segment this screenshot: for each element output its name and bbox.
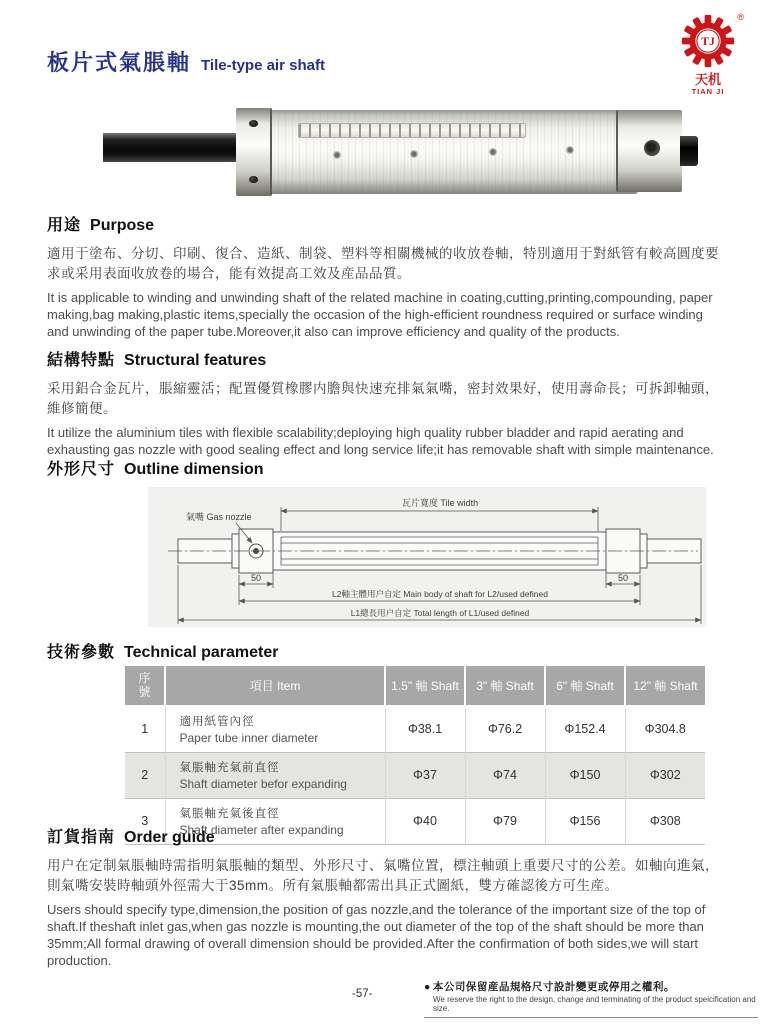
row-value: Φ74 [465, 752, 545, 798]
section-order-guide [47, 824, 721, 969]
order-heading [47, 824, 721, 847]
col-header-shaft-1-5: 1.5" 軸 Shaft [385, 666, 465, 706]
row-no: 2 [125, 752, 165, 798]
row-value: Φ308 [625, 798, 705, 844]
table-row [125, 706, 705, 752]
row-value: Φ40 [385, 798, 465, 844]
col-header-item: 項目 Item [165, 666, 385, 706]
row-value: Φ152.4 [545, 706, 625, 752]
section-structural-features [47, 347, 721, 458]
footer-note-zh-text: 本公司保留産品規格尺寸設計變更或停用之權利。 [432, 981, 675, 993]
footer-note-zh [424, 979, 758, 994]
row-value: Φ37 [385, 752, 465, 798]
footer-note [424, 979, 758, 1018]
tile-slot [298, 123, 526, 138]
purpose-text-en: It is applicable to winding and unwinding shaft of the related machine in coating,cutting,printing,compounding, paper making,bag making,plastic items,specially the occasion of the high-efficient roundness required or surface winding and unwinding of the paper tube.Moreover,it also can improve efficiency and quality of the products. [47, 289, 713, 339]
col-header-shaft-3: 3" 軸 Shaft [465, 666, 545, 706]
col-header-shaft-12: 12" 軸 Shaft [625, 666, 705, 706]
purpose-heading-zh: 用途 [47, 217, 82, 234]
gas-nozzle [680, 136, 698, 166]
structural-text-en: It utilize the aluminium tiles with flexible scalability;deploying high quality rubber bladder and rapid aerating and exhausting gas nozzle with good sealing effect and long service life;it has removable shaft with simple maintenance. [47, 424, 714, 457]
page-title-zh: 板片式氣脹軸 [47, 50, 192, 75]
technical-heading [47, 639, 721, 662]
l2-dim-label: L2軸主體用户自定 Main body of shaft for L2/used defined [332, 589, 548, 599]
purpose-heading [47, 212, 721, 235]
row-item-en: Shaft diameter after expanding [179, 823, 344, 837]
table-header-row [125, 666, 705, 706]
row-value: Φ304.8 [625, 706, 705, 752]
row-item-en: Paper tube inner diameter [179, 731, 319, 746]
section-purpose [47, 212, 721, 340]
structural-heading [47, 347, 721, 370]
row-no: 1 [125, 706, 165, 752]
bullet-icon: ● [424, 981, 431, 993]
screw-icon [410, 150, 418, 158]
section-outline-dimension [47, 456, 721, 488]
l1-dim-label: L1總長用户自定 Total length of L1/used defined [350, 608, 530, 618]
registered-mark: ® [737, 12, 744, 22]
row-no: 3 [125, 798, 165, 844]
outline-heading-zh: 外形尺寸 [47, 461, 116, 478]
dim-50-left-label: 50 [250, 573, 262, 583]
logo-name-en: TIAN JI [691, 87, 725, 97]
outline-heading-en: Outline dimension [124, 461, 264, 478]
page-title-en: Tile-type air shaft [201, 57, 325, 74]
structural-heading-en: Structural features [124, 352, 267, 369]
dim-50-right-label: 50 [617, 573, 629, 583]
purpose-heading-en: Purpose [90, 217, 155, 234]
purpose-text-zh: 適用于塗布、分切、印刷、復合、造紙、制袋、塑料等相關機械的收放卷軸，特別適用于對紙管有較高圓度要求或采用表面收放卷的場合，能有效提高工效及産品品質。 [47, 246, 719, 282]
logo-monogram: TJ [701, 34, 715, 49]
screw-icon [489, 148, 497, 156]
order-heading-zh: 訂貨指南 [47, 829, 116, 846]
table-row [125, 752, 705, 798]
order-text-zh: 用户在定制氣脹軸時需指明氣脹軸的類型、外形尺寸、氣嘴位置，標注軸頭上重要尺寸的公差。如軸向進氣，則氣嘴安裝時軸頭外徑需大于35mm。所有氣脹軸都需出具正式圖紙，雙方確認後方可生産。 [47, 858, 719, 894]
row-value: Φ79 [465, 798, 545, 844]
screw-icon [249, 120, 258, 127]
row-value: Φ302 [625, 752, 705, 798]
tile-width-label: 瓦片寬度 Tile width [401, 498, 479, 508]
row-value: Φ76.2 [465, 706, 545, 752]
col-header-shaft-6: 6" 軸 Shaft [545, 666, 625, 706]
structural-heading-zh: 結構特點 [47, 352, 116, 369]
product-photo [0, 0, 765, 215]
row-item [165, 752, 385, 798]
row-value: Φ150 [545, 752, 625, 798]
logo-name-zh: 天机 [694, 72, 721, 87]
gas-nozzle-label: 氣嘴 Gas nozzle [186, 512, 252, 522]
outline-heading [47, 456, 721, 479]
order-heading-en: Order guide [124, 829, 215, 846]
screw-icon [249, 176, 258, 183]
order-text-en: Users should specify type,dimension,the position of gas nozzle,and the tolerance of the important size of the top of shaft.If theshaft inlet gas,when gas nozzle is mounting,the out diameter of the top of the shaft should be more than 35mm;All formal drawing of overall dimension should be provided.After the confirmation of both sides,we will start production. [47, 901, 706, 968]
shaft-left-cap [236, 108, 272, 196]
row-item [165, 706, 385, 752]
row-item-zh: 適用紙管內徑 [179, 716, 255, 729]
screw-icon [566, 146, 574, 154]
technical-heading-zh: 技術參數 [47, 644, 116, 661]
technical-parameter-table [125, 666, 705, 845]
row-item-zh: 氣脹軸充氣前直徑 [179, 762, 280, 774]
row-value: Φ38.1 [385, 706, 465, 752]
footer-note-en: We reserve the right to the design, change and terminating of the product speicification and size. [433, 995, 756, 1013]
col-header-no: 序號 [125, 666, 165, 706]
screw-hole-icon [644, 140, 660, 156]
row-item-en: Shaft diameter befor expanding [179, 777, 347, 791]
structural-text-zh: 采用鋁合金瓦片，脹縮靈活；配置優質橡膠内膽與快速充排氣氣嘴，密封效果好，使用壽命長；可拆卸軸頭，維修簡便。 [47, 381, 719, 417]
shaft-right-cap [616, 110, 682, 192]
shaft-journal-rod [103, 133, 243, 162]
row-value: Φ156 [545, 798, 625, 844]
page-number: -57- [352, 988, 373, 1000]
outline-drawing [148, 487, 706, 627]
technical-heading-en: Technical parameter [124, 644, 279, 661]
row-item-zh: 氣脹軸充氣後直徑 [179, 808, 280, 820]
screw-icon [333, 151, 341, 159]
